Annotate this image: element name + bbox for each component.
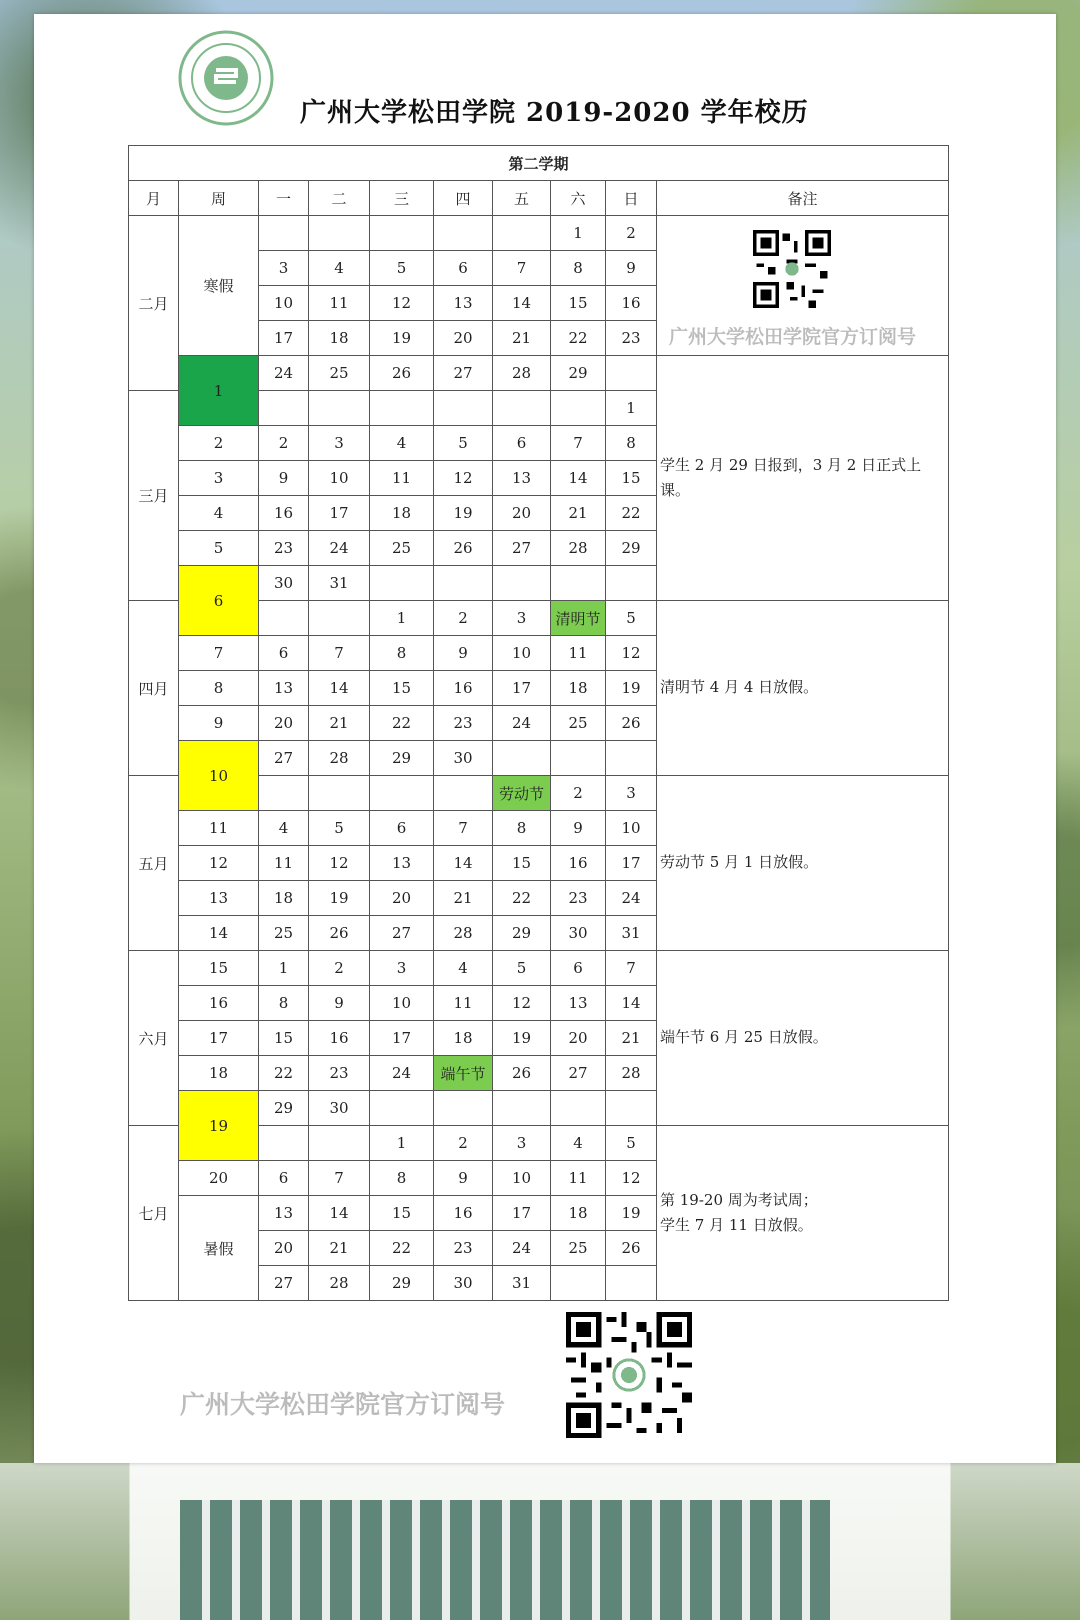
date-cell-wed <box>370 391 434 426</box>
date-cell-mon: 13 <box>259 1196 309 1231</box>
date-cell-tue: 16 <box>309 1021 370 1056</box>
date-cell-thu: 18 <box>434 1021 493 1056</box>
date-cell-sun: 26 <box>606 1231 657 1266</box>
week-cell-w13: 13 <box>179 881 259 916</box>
qr-code-large <box>566 1312 692 1438</box>
date-cell-sun: 28 <box>606 1056 657 1091</box>
date-cell-wed: 3 <box>370 951 434 986</box>
date-cell-tue <box>309 391 370 426</box>
date-cell-wed: 19 <box>370 321 434 356</box>
date-cell-tue: 18 <box>309 321 370 356</box>
date-cell-mon: 9 <box>259 461 309 496</box>
date-cell-mon: 3 <box>259 251 309 286</box>
date-cell-mon: 17 <box>259 321 309 356</box>
qr-code-small <box>753 230 831 308</box>
date-cell-wed: 25 <box>370 531 434 566</box>
date-cell-tue: 4 <box>309 251 370 286</box>
date-cell-wed: 6 <box>370 811 434 846</box>
date-cell-thu: 28 <box>434 916 493 951</box>
notes-cell-mar: 学生 2 月 29 日报到，3 月 2 日正式上课。 <box>657 356 949 601</box>
official-account-label: 广州大学松田学院官方订阅号 <box>180 1391 506 1419</box>
date-cell-tue: 21 <box>309 1231 370 1266</box>
date-cell-wed: 17 <box>370 1021 434 1056</box>
week-cell-w12: 12 <box>179 846 259 881</box>
date-cell-wed: 26 <box>370 356 434 391</box>
date-cell-tue: 25 <box>309 356 370 391</box>
date-cell-wed: 1 <box>370 1126 434 1161</box>
notes-line-vacation: 学生 7 月 11 日放假。 <box>660 1216 813 1234</box>
date-cell-wed <box>370 1091 434 1126</box>
date-cell-thu: 23 <box>434 1231 493 1266</box>
date-cell-fri: 26 <box>493 1056 551 1091</box>
date-cell-wed: 29 <box>370 741 434 776</box>
date-cell-mon: 16 <box>259 496 309 531</box>
week-cell-w8: 8 <box>179 671 259 706</box>
date-cell-mon: 6 <box>259 636 309 671</box>
date-cell-wed <box>370 216 434 251</box>
week-cell-w9: 9 <box>179 706 259 741</box>
date-cell-thu: 2 <box>434 601 493 636</box>
date-cell-wed <box>370 776 434 811</box>
date-cell-wed: 11 <box>370 461 434 496</box>
date-cell-sun: 31 <box>606 916 657 951</box>
date-cell-wed: 20 <box>370 881 434 916</box>
week-cell-w10: 10 <box>179 741 259 811</box>
date-cell-tue: 26 <box>309 916 370 951</box>
date-cell-sun <box>606 566 657 601</box>
date-cell-tue <box>309 601 370 636</box>
date-cell-wed: 27 <box>370 916 434 951</box>
date-cell-sat: 6 <box>551 951 606 986</box>
date-cell-tue: 3 <box>309 426 370 461</box>
page-title: 广州大学松田学院 2019-2020 学年校历 <box>300 98 809 128</box>
date-cell-tue <box>309 216 370 251</box>
date-cell-thu: 16 <box>434 1196 493 1231</box>
date-cell-sun: 8 <box>606 426 657 461</box>
date-cell-fri <box>493 1091 551 1126</box>
date-cell-wed: 15 <box>370 671 434 706</box>
date-cell-mon: 6 <box>259 1161 309 1196</box>
week-cell-w6: 6 <box>179 566 259 636</box>
date-cell-tue: 12 <box>309 846 370 881</box>
date-cell-wed: 18 <box>370 496 434 531</box>
month-cell-mar: 三月 <box>129 391 179 601</box>
date-cell-tue: 10 <box>309 461 370 496</box>
date-cell-sun: 24 <box>606 881 657 916</box>
date-cell-fri: 13 <box>493 461 551 496</box>
date-cell-fri <box>493 566 551 601</box>
date-cell-thu: 4 <box>434 951 493 986</box>
date-cell-sat <box>551 1091 606 1126</box>
header-notes: 备注 <box>657 181 949 216</box>
date-cell-fri: 8 <box>493 811 551 846</box>
date-cell-wed: 22 <box>370 1231 434 1266</box>
week-cell-w4: 4 <box>179 496 259 531</box>
date-cell-tue: 11 <box>309 286 370 321</box>
week-cell-winter: 寒假 <box>179 216 259 356</box>
date-cell-sat: 18 <box>551 671 606 706</box>
date-cell-thu <box>434 776 493 811</box>
date-cell-mon: 15 <box>259 1021 309 1056</box>
date-cell-fri: 5 <box>493 951 551 986</box>
date-cell-mon: 18 <box>259 881 309 916</box>
table-row <box>129 356 949 391</box>
school-calendar-table <box>128 145 949 1301</box>
date-cell-tue: 24 <box>309 531 370 566</box>
date-cell-mon: 2 <box>259 426 309 461</box>
date-cell-thu: 6 <box>434 251 493 286</box>
week-cell-summer: 暑假 <box>179 1196 259 1301</box>
week-cell-w17: 17 <box>179 1021 259 1056</box>
date-cell-tue: 21 <box>309 706 370 741</box>
date-cell-fri: 12 <box>493 986 551 1021</box>
month-cell-jul: 七月 <box>129 1126 179 1301</box>
date-cell-sun: 19 <box>606 1196 657 1231</box>
date-cell-tue: 14 <box>309 1196 370 1231</box>
date-cell-wed: 8 <box>370 1161 434 1196</box>
date-cell-sat: 2 <box>551 776 606 811</box>
date-cell-thu: 27 <box>434 356 493 391</box>
month-cell-feb: 二月 <box>129 216 179 391</box>
date-cell-mon: 25 <box>259 916 309 951</box>
date-cell-sat: 16 <box>551 846 606 881</box>
date-cell-wed: 22 <box>370 706 434 741</box>
week-cell-w15: 15 <box>179 951 259 986</box>
header-sun: 日 <box>606 181 657 216</box>
date-cell-sat: 11 <box>551 636 606 671</box>
date-cell-sat: 21 <box>551 496 606 531</box>
date-cell-thu: 9 <box>434 1161 493 1196</box>
header-thu: 四 <box>434 181 493 216</box>
week-cell-w5: 5 <box>179 531 259 566</box>
date-cell-mon: 1 <box>259 951 309 986</box>
notes-cell-feb <box>657 216 949 356</box>
date-cell-thu: 2 <box>434 1126 493 1161</box>
date-cell-thu: 7 <box>434 811 493 846</box>
date-cell-mon: 10 <box>259 286 309 321</box>
date-cell-sun: 2 <box>606 216 657 251</box>
date-cell-thu: 19 <box>434 496 493 531</box>
date-cell-fri: 24 <box>493 706 551 741</box>
date-cell-sun: 19 <box>606 671 657 706</box>
date-cell-mon: 24 <box>259 356 309 391</box>
date-cell-mon: 30 <box>259 566 309 601</box>
date-cell-wed: 4 <box>370 426 434 461</box>
date-cell-wed: 8 <box>370 636 434 671</box>
date-cell-sun: 14 <box>606 986 657 1021</box>
date-cell-sat: 4 <box>551 1126 606 1161</box>
date-cell-sat <box>551 391 606 426</box>
date-cell-mon: 20 <box>259 706 309 741</box>
date-cell-thu: 11 <box>434 986 493 1021</box>
date-cell-wed: 29 <box>370 1266 434 1301</box>
week-cell-w16: 16 <box>179 986 259 1021</box>
date-cell-tue: 28 <box>309 741 370 776</box>
date-cell-tue: 7 <box>309 636 370 671</box>
date-cell-tue: 2 <box>309 951 370 986</box>
date-cell-mon: 22 <box>259 1056 309 1091</box>
date-cell-tue <box>309 1126 370 1161</box>
notes-cell-jun: 端午节 6 月 25 日放假。 <box>657 951 949 1126</box>
holiday-cell: 清明节 <box>551 601 606 636</box>
date-cell-wed: 24 <box>370 1056 434 1091</box>
date-cell-thu <box>434 216 493 251</box>
date-cell-thu: 26 <box>434 531 493 566</box>
date-cell-fri: 19 <box>493 1021 551 1056</box>
date-cell-thu: 21 <box>434 881 493 916</box>
holiday-cell: 端午节 <box>434 1056 493 1091</box>
date-cell-mon <box>259 1126 309 1161</box>
date-cell-sat: 25 <box>551 1231 606 1266</box>
semester-header: 第二学期 <box>129 146 949 181</box>
date-cell-sat: 20 <box>551 1021 606 1056</box>
date-cell-thu: 13 <box>434 286 493 321</box>
table-row <box>129 216 949 251</box>
date-cell-tue: 9 <box>309 986 370 1021</box>
date-cell-fri <box>493 216 551 251</box>
date-cell-fri: 20 <box>493 496 551 531</box>
date-cell-fri: 17 <box>493 671 551 706</box>
date-cell-tue: 17 <box>309 496 370 531</box>
table-header-row <box>129 181 949 216</box>
date-cell-mon <box>259 776 309 811</box>
date-cell-mon: 23 <box>259 531 309 566</box>
date-cell-thu: 5 <box>434 426 493 461</box>
date-cell-mon <box>259 391 309 426</box>
date-cell-wed: 12 <box>370 286 434 321</box>
date-cell-mon: 29 <box>259 1091 309 1126</box>
week-cell-w7: 7 <box>179 636 259 671</box>
date-cell-sun: 12 <box>606 636 657 671</box>
date-cell-sat: 29 <box>551 356 606 391</box>
date-cell-thu: 30 <box>434 1266 493 1301</box>
date-cell-sat: 9 <box>551 811 606 846</box>
date-cell-fri: 10 <box>493 1161 551 1196</box>
date-cell-wed: 1 <box>370 601 434 636</box>
date-cell-sat: 11 <box>551 1161 606 1196</box>
date-cell-tue: 14 <box>309 671 370 706</box>
date-cell-sat <box>551 741 606 776</box>
date-cell-fri: 17 <box>493 1196 551 1231</box>
week-cell-w3: 3 <box>179 461 259 496</box>
date-cell-sun: 1 <box>606 391 657 426</box>
notes-cell-jul <box>657 1126 949 1301</box>
date-cell-fri: 29 <box>493 916 551 951</box>
date-cell-sun: 17 <box>606 846 657 881</box>
date-cell-tue <box>309 776 370 811</box>
date-cell-mon: 4 <box>259 811 309 846</box>
notes-line-exam: 第 19-20 周为考试周； <box>660 1190 818 1209</box>
date-cell-sun: 23 <box>606 321 657 356</box>
week-cell-w2: 2 <box>179 426 259 461</box>
date-cell-sun: 10 <box>606 811 657 846</box>
date-cell-sat: 8 <box>551 251 606 286</box>
date-cell-sat: 13 <box>551 986 606 1021</box>
date-cell-sun <box>606 356 657 391</box>
university-logo <box>178 30 274 126</box>
date-cell-mon: 8 <box>259 986 309 1021</box>
date-cell-sat: 15 <box>551 286 606 321</box>
date-cell-wed: 13 <box>370 846 434 881</box>
date-cell-fri: 3 <box>493 1126 551 1161</box>
date-cell-sat: 28 <box>551 531 606 566</box>
date-cell-tue: 31 <box>309 566 370 601</box>
date-cell-sun: 3 <box>606 776 657 811</box>
date-cell-sun <box>606 1091 657 1126</box>
date-cell-fri: 21 <box>493 321 551 356</box>
date-cell-sun: 29 <box>606 531 657 566</box>
date-cell-thu <box>434 566 493 601</box>
date-cell-fri: 3 <box>493 601 551 636</box>
date-cell-sat: 25 <box>551 706 606 741</box>
date-cell-sun: 15 <box>606 461 657 496</box>
date-cell-wed: 5 <box>370 251 434 286</box>
date-cell-thu: 9 <box>434 636 493 671</box>
date-cell-mon: 11 <box>259 846 309 881</box>
month-cell-jun: 六月 <box>129 951 179 1126</box>
date-cell-sat: 27 <box>551 1056 606 1091</box>
week-cell-w14: 14 <box>179 916 259 951</box>
date-cell-thu <box>434 1091 493 1126</box>
date-cell-sat: 22 <box>551 321 606 356</box>
date-cell-wed: 10 <box>370 986 434 1021</box>
date-cell-thu <box>434 391 493 426</box>
date-cell-sat: 23 <box>551 881 606 916</box>
date-cell-mon: 27 <box>259 741 309 776</box>
week-cell-w20: 20 <box>179 1161 259 1196</box>
date-cell-sun: 5 <box>606 1126 657 1161</box>
header-mon: 一 <box>259 181 309 216</box>
month-cell-apr: 四月 <box>129 601 179 776</box>
date-cell-fri: 27 <box>493 531 551 566</box>
header-wed: 三 <box>370 181 434 216</box>
header-sat: 六 <box>551 181 606 216</box>
date-cell-sun: 16 <box>606 286 657 321</box>
date-cell-sun: 12 <box>606 1161 657 1196</box>
date-cell-sat: 1 <box>551 216 606 251</box>
date-cell-thu: 12 <box>434 461 493 496</box>
date-cell-sun: 5 <box>606 601 657 636</box>
notes-cell-may: 劳动节 5 月 1 日放假。 <box>657 776 949 951</box>
date-cell-sun <box>606 1266 657 1301</box>
date-cell-mon: 20 <box>259 1231 309 1266</box>
date-cell-sat: 30 <box>551 916 606 951</box>
date-cell-tue: 5 <box>309 811 370 846</box>
header-month: 月 <box>129 181 179 216</box>
date-cell-sun: 9 <box>606 251 657 286</box>
date-cell-fri: 24 <box>493 1231 551 1266</box>
date-cell-thu: 20 <box>434 321 493 356</box>
date-cell-thu: 30 <box>434 741 493 776</box>
date-cell-fri: 14 <box>493 286 551 321</box>
date-cell-fri <box>493 741 551 776</box>
date-cell-sun: 21 <box>606 1021 657 1056</box>
date-cell-sat <box>551 1266 606 1301</box>
date-cell-sat: 7 <box>551 426 606 461</box>
date-cell-mon: 13 <box>259 671 309 706</box>
holiday-cell: 劳动节 <box>493 776 551 811</box>
header-tue: 二 <box>309 181 370 216</box>
date-cell-tue: 23 <box>309 1056 370 1091</box>
date-cell-sat: 14 <box>551 461 606 496</box>
date-cell-wed <box>370 566 434 601</box>
date-cell-fri: 31 <box>493 1266 551 1301</box>
date-cell-sun: 22 <box>606 496 657 531</box>
date-cell-fri: 22 <box>493 881 551 916</box>
date-cell-thu: 23 <box>434 706 493 741</box>
date-cell-sat <box>551 566 606 601</box>
table-row <box>129 951 949 986</box>
date-cell-sun <box>606 741 657 776</box>
week-cell-w19: 19 <box>179 1091 259 1161</box>
date-cell-fri <box>493 391 551 426</box>
date-cell-mon: 27 <box>259 1266 309 1301</box>
date-cell-fri: 28 <box>493 356 551 391</box>
header-week: 周 <box>179 181 259 216</box>
date-cell-fri: 15 <box>493 846 551 881</box>
date-cell-mon <box>259 601 309 636</box>
date-cell-fri: 7 <box>493 251 551 286</box>
date-cell-tue: 28 <box>309 1266 370 1301</box>
date-cell-sat: 18 <box>551 1196 606 1231</box>
week-cell-w18: 18 <box>179 1056 259 1091</box>
month-cell-may: 五月 <box>129 776 179 951</box>
date-cell-fri: 6 <box>493 426 551 461</box>
week-cell-w11: 11 <box>179 811 259 846</box>
week-cell-w1: 1 <box>179 356 259 426</box>
notes-cell-apr: 清明节 4 月 4 日放假。 <box>657 601 949 776</box>
date-cell-tue: 7 <box>309 1161 370 1196</box>
date-cell-fri: 10 <box>493 636 551 671</box>
official-account-label-small: 广州大学松田学院官方订阅号 <box>669 327 917 348</box>
date-cell-thu: 14 <box>434 846 493 881</box>
date-cell-wed: 15 <box>370 1196 434 1231</box>
date-cell-mon <box>259 216 309 251</box>
background-building-windows <box>180 1500 830 1620</box>
date-cell-sun: 7 <box>606 951 657 986</box>
date-cell-thu: 16 <box>434 671 493 706</box>
date-cell-tue: 19 <box>309 881 370 916</box>
header-fri: 五 <box>493 181 551 216</box>
date-cell-sun: 26 <box>606 706 657 741</box>
date-cell-tue: 30 <box>309 1091 370 1126</box>
